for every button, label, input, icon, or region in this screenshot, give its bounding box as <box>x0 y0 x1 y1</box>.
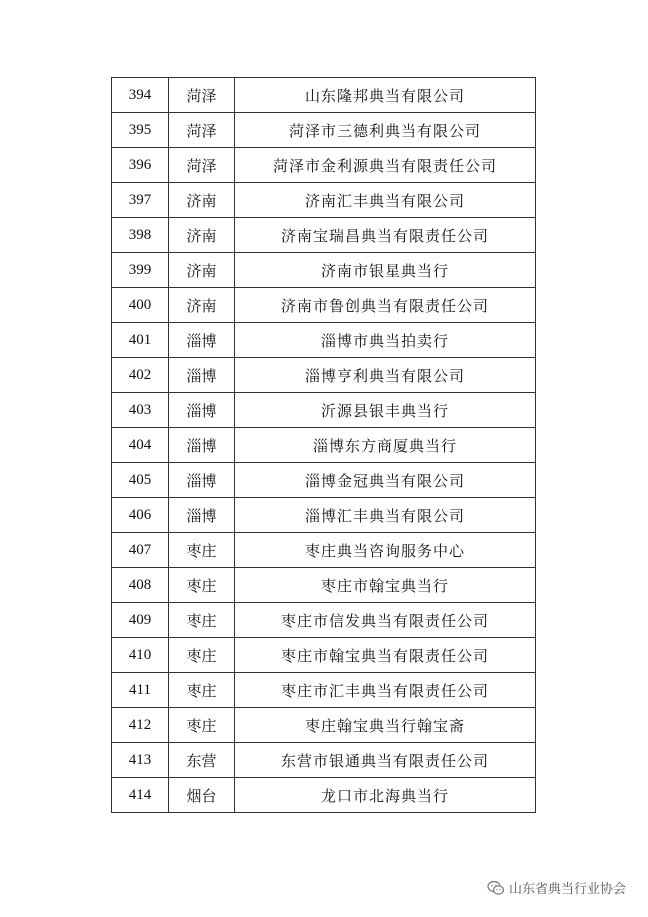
row-company-name: 淄博金冠典当有限公司 <box>235 463 536 498</box>
table-row <box>112 218 536 253</box>
table-row <box>112 568 536 603</box>
row-number: 404 <box>112 428 169 463</box>
row-company-name: 枣庄市汇丰典当有限责任公司 <box>235 673 536 708</box>
table-body <box>112 78 536 813</box>
table-row <box>112 113 536 148</box>
row-city: 济南 <box>169 253 235 288</box>
row-city: 东营 <box>169 743 235 778</box>
table-row <box>112 743 536 778</box>
table-row <box>112 778 536 813</box>
table-row <box>112 708 536 743</box>
table-row <box>112 288 536 323</box>
row-company-name: 枣庄市翰宝典当行 <box>235 568 536 603</box>
wechat-icon <box>487 880 505 896</box>
row-city: 菏泽 <box>169 78 235 113</box>
table-row <box>112 148 536 183</box>
row-company-name: 枣庄市翰宝典当有限责任公司 <box>235 638 536 673</box>
row-number: 400 <box>112 288 169 323</box>
row-number: 410 <box>112 638 169 673</box>
table-row <box>112 533 536 568</box>
row-company-name: 东营市银通典当有限责任公司 <box>235 743 536 778</box>
row-company-name: 枣庄市信发典当有限责任公司 <box>235 603 536 638</box>
row-city: 济南 <box>169 288 235 323</box>
row-company-name: 枣庄典当咨询服务中心 <box>235 533 536 568</box>
row-number: 402 <box>112 358 169 393</box>
table-row <box>112 603 536 638</box>
table-row <box>112 358 536 393</box>
table-row <box>112 428 536 463</box>
row-company-name: 山东隆邦典当有限公司 <box>235 78 536 113</box>
row-city: 枣庄 <box>169 533 235 568</box>
row-number: 405 <box>112 463 169 498</box>
row-company-name: 淄博东方商厦典当行 <box>235 428 536 463</box>
row-number: 401 <box>112 323 169 358</box>
row-city: 淄博 <box>169 323 235 358</box>
table-row <box>112 78 536 113</box>
row-company-name: 枣庄翰宝典当行翰宝斋 <box>235 708 536 743</box>
table-row <box>112 463 536 498</box>
row-number: 403 <box>112 393 169 428</box>
row-number: 395 <box>112 113 169 148</box>
row-city: 枣庄 <box>169 638 235 673</box>
row-city: 淄博 <box>169 428 235 463</box>
row-city: 济南 <box>169 218 235 253</box>
row-company-name: 菏泽市金利源典当有限责任公司 <box>235 148 536 183</box>
table-row <box>112 393 536 428</box>
table-row <box>112 673 536 708</box>
row-number: 414 <box>112 778 169 813</box>
row-number: 397 <box>112 183 169 218</box>
row-number: 413 <box>112 743 169 778</box>
row-number: 409 <box>112 603 169 638</box>
row-city: 淄博 <box>169 498 235 533</box>
row-number: 398 <box>112 218 169 253</box>
wechat-watermark <box>487 878 626 897</box>
row-city: 枣庄 <box>169 568 235 603</box>
row-number: 396 <box>112 148 169 183</box>
row-company-name: 济南汇丰典当有限公司 <box>235 183 536 218</box>
row-number: 406 <box>112 498 169 533</box>
table-row <box>112 638 536 673</box>
row-number: 407 <box>112 533 169 568</box>
table-row <box>112 498 536 533</box>
row-city: 菏泽 <box>169 148 235 183</box>
row-company-name: 淄博亨利典当有限公司 <box>235 358 536 393</box>
row-city: 枣庄 <box>169 603 235 638</box>
pawnshop-table <box>111 77 536 813</box>
row-company-name: 龙口市北海典当行 <box>235 778 536 813</box>
row-company-name: 济南宝瑞昌典当有限责任公司 <box>235 218 536 253</box>
row-city: 淄博 <box>169 463 235 498</box>
row-number: 408 <box>112 568 169 603</box>
row-city: 菏泽 <box>169 113 235 148</box>
row-number: 412 <box>112 708 169 743</box>
row-company-name: 淄博汇丰典当有限公司 <box>235 498 536 533</box>
row-city: 枣庄 <box>169 708 235 743</box>
row-company-name: 济南市鲁创典当有限责任公司 <box>235 288 536 323</box>
row-company-name: 菏泽市三德利典当有限公司 <box>235 113 536 148</box>
row-city: 济南 <box>169 183 235 218</box>
row-number: 411 <box>112 673 169 708</box>
row-city: 枣庄 <box>169 673 235 708</box>
table-row <box>112 253 536 288</box>
row-company-name: 济南市银星典当行 <box>235 253 536 288</box>
table-row <box>112 323 536 358</box>
row-company-name: 淄博市典当拍卖行 <box>235 323 536 358</box>
row-city: 淄博 <box>169 358 235 393</box>
table-row <box>112 183 536 218</box>
row-number: 394 <box>112 78 169 113</box>
watermark-text: 山东省典当行业协会 <box>508 882 626 897</box>
row-city: 淄博 <box>169 393 235 428</box>
row-company-name: 沂源县银丰典当行 <box>235 393 536 428</box>
row-number: 399 <box>112 253 169 288</box>
row-city: 烟台 <box>169 778 235 813</box>
